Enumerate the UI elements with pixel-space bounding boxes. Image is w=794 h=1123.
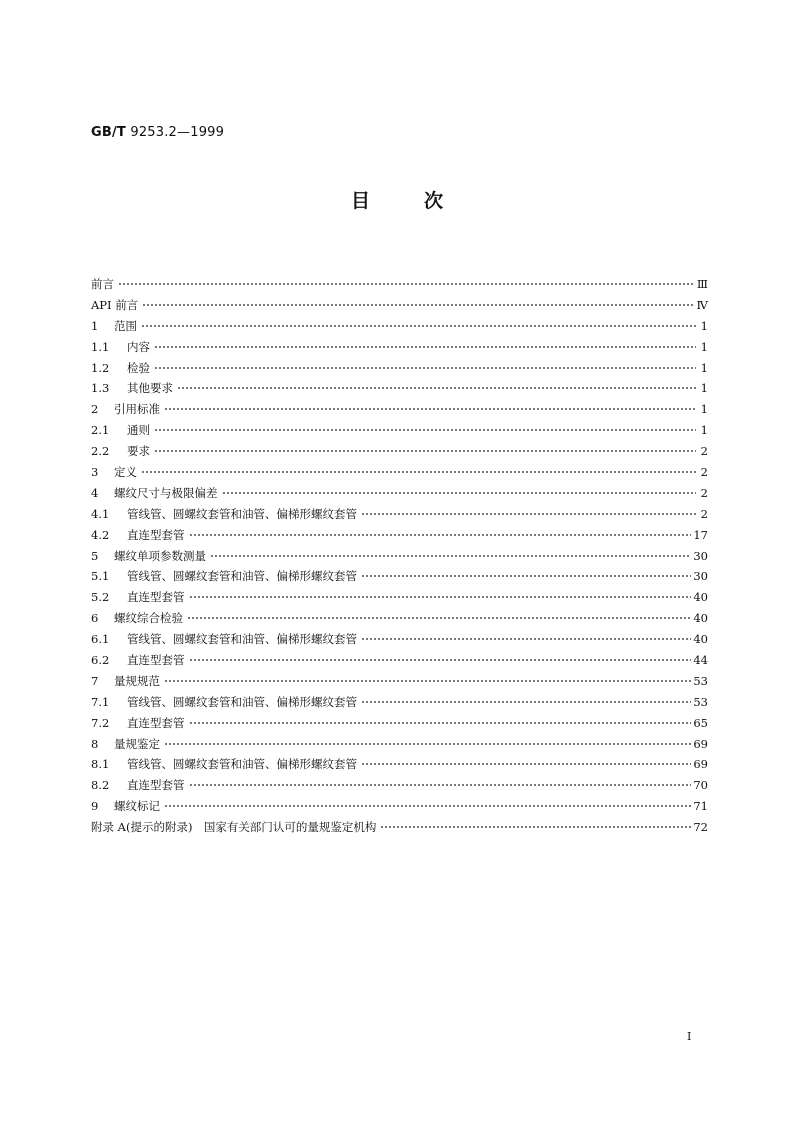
toc-entry-label: 管线管、圆螺纹套管和油管、偏梯形螺纹套管 (127, 694, 357, 709)
toc-entry-label: 其他要求 (127, 381, 173, 396)
toc-entry[interactable] (91, 506, 708, 527)
dot-leader (222, 491, 697, 495)
toc-entry-label: 前言 (91, 277, 114, 291)
toc-entry-page: 2 (700, 485, 708, 500)
toc-entry-number: 1.3 (91, 381, 110, 396)
toc-entry-page: 53 (693, 694, 708, 709)
toc-entry-number: 4.2 (91, 527, 110, 542)
toc-entry[interactable] (91, 485, 708, 506)
toc-entry[interactable] (91, 548, 708, 569)
toc-entry[interactable] (91, 297, 708, 318)
dot-leader (164, 742, 691, 746)
dot-leader (361, 762, 691, 766)
toc-entry[interactable] (91, 819, 708, 840)
toc-entry[interactable] (91, 568, 708, 589)
toc-entry-label: 直连型套管 (127, 778, 185, 793)
toc-entry-page: 2 (700, 506, 708, 521)
toc-entry-label: 直连型套管 (127, 527, 185, 542)
toc-entry-number: 9 (91, 799, 99, 814)
toc-entry[interactable] (91, 610, 708, 631)
toc-entry[interactable] (91, 652, 708, 673)
toc-entry-page: 1 (700, 318, 708, 333)
toc-entry-page: Ⅲ (696, 277, 708, 291)
toc-entry-page: Ⅳ (696, 297, 708, 312)
toc-entry-number: 6.2 (91, 653, 110, 668)
toc-entry-number: 7 (91, 673, 99, 688)
dot-leader (189, 721, 692, 725)
toc-entry[interactable] (91, 380, 708, 401)
toc-entry-label: 附录 A(提示的附录) 国家有关部门认可的量规鉴定机构 (91, 820, 377, 835)
toc-entry-page: 70 (693, 778, 708, 793)
toc-entry-number: 2.1 (91, 423, 110, 438)
toc-entry[interactable] (91, 276, 708, 297)
toc-entry-label: 管线管、圆螺纹套管和油管、偏梯形螺纹套管 (127, 632, 357, 647)
toc-entry[interactable] (91, 318, 708, 339)
table-of-contents (91, 276, 708, 840)
toc-entry-page: 1 (700, 360, 708, 375)
toc-entry[interactable] (91, 464, 708, 485)
toc-entry-page: 53 (693, 673, 708, 688)
toc-entry[interactable] (91, 631, 708, 652)
dot-leader (164, 679, 691, 683)
toc-entry-page: 69 (693, 757, 708, 772)
toc-entry-number: 5.1 (91, 569, 110, 584)
toc-entry-label: 引用标准 (114, 402, 160, 417)
toc-entry-label: 量规鉴定 (114, 736, 160, 751)
toc-entry-number: 2.2 (91, 444, 110, 459)
toc-entry-number: 8.2 (91, 778, 110, 793)
toc-entry-number: 8 (91, 736, 99, 751)
toc-entry-number: 2 (91, 402, 99, 417)
toc-entry-page: 40 (693, 590, 708, 605)
toc-entry-page: 71 (693, 799, 708, 814)
toc-entry-label: 定义 (114, 465, 137, 480)
dot-leader (141, 470, 696, 474)
toc-entry-label: 管线管、圆螺纹套管和油管、偏梯形螺纹套管 (127, 757, 357, 772)
toc-entry-number: 1.2 (91, 360, 110, 375)
toc-entry[interactable] (91, 527, 708, 548)
toc-entry-number: 7.1 (91, 694, 110, 709)
toc-entry-number: 4.1 (91, 506, 110, 521)
toc-entry-page: 69 (693, 736, 708, 751)
dot-leader (177, 386, 696, 390)
standard-prefix: GB/T (91, 125, 126, 140)
dot-leader (164, 804, 691, 808)
toc-entry-label: 内容 (127, 339, 150, 354)
toc-entry[interactable] (91, 756, 708, 777)
toc-entry-page: 2 (700, 444, 708, 459)
toc-entry-number: 7.2 (91, 715, 110, 730)
standard-code (91, 125, 224, 140)
dot-leader (141, 324, 696, 328)
page-number: I (687, 1030, 692, 1043)
dot-leader (154, 428, 696, 432)
toc-entry-page: 30 (693, 548, 708, 563)
dot-leader (189, 595, 692, 599)
toc-entry[interactable] (91, 777, 708, 798)
toc-entry-page: 30 (693, 569, 708, 584)
toc-entry-page: 1 (700, 381, 708, 396)
toc-entry[interactable] (91, 715, 708, 736)
toc-entry-page: 2 (700, 465, 708, 480)
dot-leader (189, 533, 692, 537)
dot-leader (154, 345, 696, 349)
toc-entry[interactable] (91, 339, 708, 360)
toc-entry[interactable] (91, 589, 708, 610)
dot-leader (210, 554, 691, 558)
toc-entry-label: 管线管、圆螺纹套管和油管、偏梯形螺纹套管 (127, 569, 357, 584)
toc-entry-number: 4 (91, 485, 99, 500)
dot-leader (189, 783, 692, 787)
toc-entry[interactable] (91, 422, 708, 443)
toc-entry-label: 量规规范 (114, 673, 160, 688)
toc-entry-number: 6 (91, 611, 99, 626)
toc-entry-label: 直连型套管 (127, 715, 185, 730)
dot-leader (118, 282, 695, 286)
toc-entry-number: 3 (91, 465, 99, 480)
toc-entry-label: 直连型套管 (127, 590, 185, 605)
toc-entry-label: API 前言 (91, 297, 139, 312)
toc-entry-page: 40 (693, 632, 708, 647)
toc-entry-page: 1 (700, 339, 708, 354)
toc-entry[interactable] (91, 798, 708, 819)
dot-leader (154, 449, 696, 453)
toc-entry-number: 6.1 (91, 632, 110, 647)
toc-entry-label: 要求 (127, 444, 150, 459)
toc-entry-label: 直连型套管 (127, 653, 185, 668)
toc-entry-page: 17 (693, 527, 708, 542)
toc-entry[interactable] (91, 443, 708, 464)
toc-entry[interactable] (91, 401, 708, 422)
toc-entry-label: 通则 (127, 423, 150, 438)
dot-leader (187, 616, 691, 620)
dot-leader (164, 407, 696, 411)
toc-entry-label: 螺纹综合检验 (114, 611, 183, 626)
toc-entry-label: 范围 (114, 318, 137, 333)
toc-entry-number: 1.1 (91, 339, 110, 354)
standard-number: 9253.2—1999 (130, 125, 225, 140)
toc-entry-number: 1 (91, 318, 99, 333)
toc-entry-label: 螺纹标记 (114, 799, 160, 814)
dot-leader (189, 658, 692, 662)
toc-entry-page: 1 (700, 402, 708, 417)
dot-leader (361, 512, 696, 516)
dot-leader (361, 637, 691, 641)
toc-entry-page: 40 (693, 611, 708, 626)
toc-entry-page: 65 (693, 715, 708, 730)
toc-entry-number: 5 (91, 548, 99, 563)
toc-entry[interactable] (91, 360, 708, 381)
toc-entry-page: 72 (693, 820, 708, 835)
dot-leader (361, 574, 691, 578)
dot-leader (154, 366, 696, 370)
toc-entry-label: 螺纹尺寸与极限偏差 (114, 485, 218, 500)
toc-entry-number: 5.2 (91, 590, 110, 605)
dot-leader (142, 303, 694, 307)
toc-entry[interactable] (91, 673, 708, 694)
toc-entry-page: 44 (693, 653, 708, 668)
toc-entry[interactable] (91, 694, 708, 715)
page-title: 目次 (350, 190, 497, 212)
toc-entry-label: 检验 (127, 360, 150, 375)
toc-entry-label: 螺纹单项参数测量 (114, 548, 206, 563)
dot-leader (380, 825, 691, 829)
toc-entry-page: 1 (700, 423, 708, 438)
dot-leader (361, 700, 691, 704)
toc-entry-label: 管线管、圆螺纹套管和油管、偏梯形螺纹套管 (127, 506, 357, 521)
toc-entry[interactable] (91, 736, 708, 757)
toc-entry-number: 8.1 (91, 757, 110, 772)
